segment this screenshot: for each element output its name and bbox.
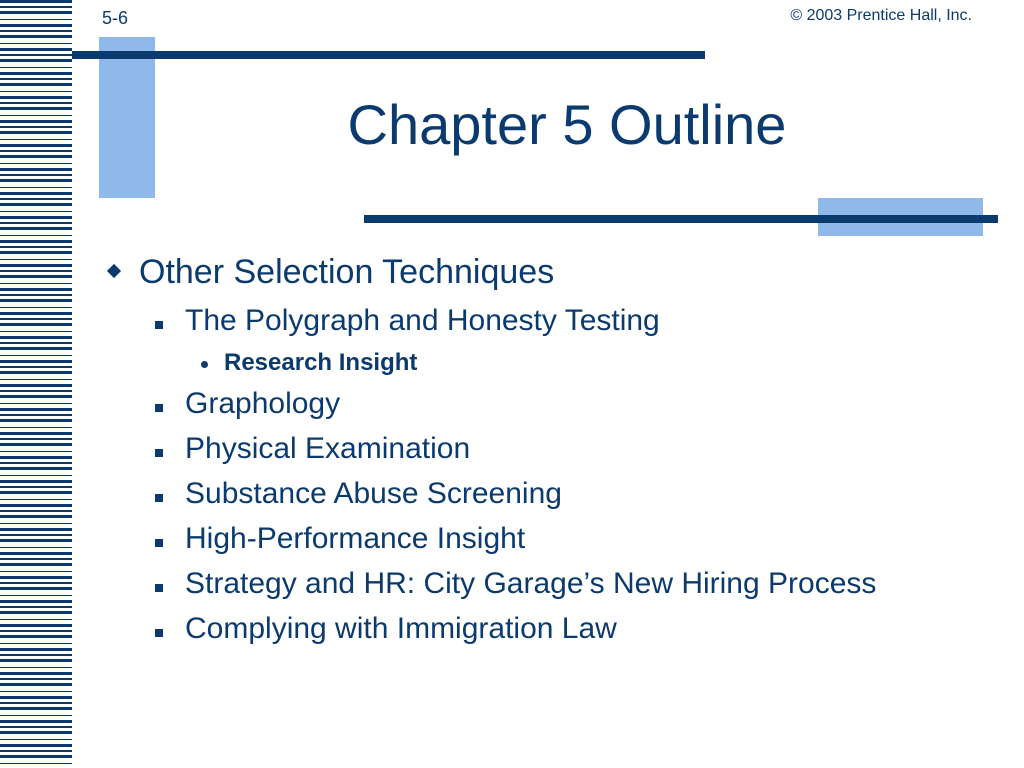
outline-item-high-performance: High-Performance Insight bbox=[185, 522, 526, 555]
left-stripe-border bbox=[0, 0, 72, 768]
bottom-rule bbox=[364, 215, 998, 223]
outline-item-physical-examination: Physical Examination bbox=[185, 432, 471, 465]
circle-bullet-icon bbox=[201, 361, 208, 368]
outline-item-city-garage: Strategy and HR: City Garage’s New Hiring Process bbox=[185, 567, 877, 600]
slide-title: Chapter 5 Outline bbox=[347, 93, 787, 156]
outline-item-research-insight: Research Insight bbox=[224, 349, 418, 376]
square-bullet-icon bbox=[155, 539, 163, 547]
outline-item-graphology: Graphology bbox=[185, 387, 341, 420]
top-rule bbox=[72, 51, 705, 59]
square-bullet-icon bbox=[155, 449, 163, 457]
diamond-bullet-icon bbox=[107, 264, 121, 278]
square-bullet-icon bbox=[155, 494, 163, 502]
outline-item-other-selection-techniques: Other Selection Techniques bbox=[139, 253, 555, 291]
accent-box-left bbox=[99, 37, 155, 198]
copyright-notice: © 2003 Prentice Hall, Inc. bbox=[790, 7, 972, 24]
square-bullet-icon bbox=[155, 404, 163, 412]
outline-item-polygraph: The Polygraph and Honesty Testing bbox=[185, 304, 660, 337]
square-bullet-icon bbox=[155, 629, 163, 637]
square-bullet-icon bbox=[155, 321, 163, 329]
outline-item-substance-abuse: Substance Abuse Screening bbox=[185, 477, 562, 510]
slide-number: 5-6 bbox=[102, 8, 129, 28]
outline-item-immigration-law: Complying with Immigration Law bbox=[185, 612, 617, 645]
square-bullet-icon bbox=[155, 584, 163, 592]
